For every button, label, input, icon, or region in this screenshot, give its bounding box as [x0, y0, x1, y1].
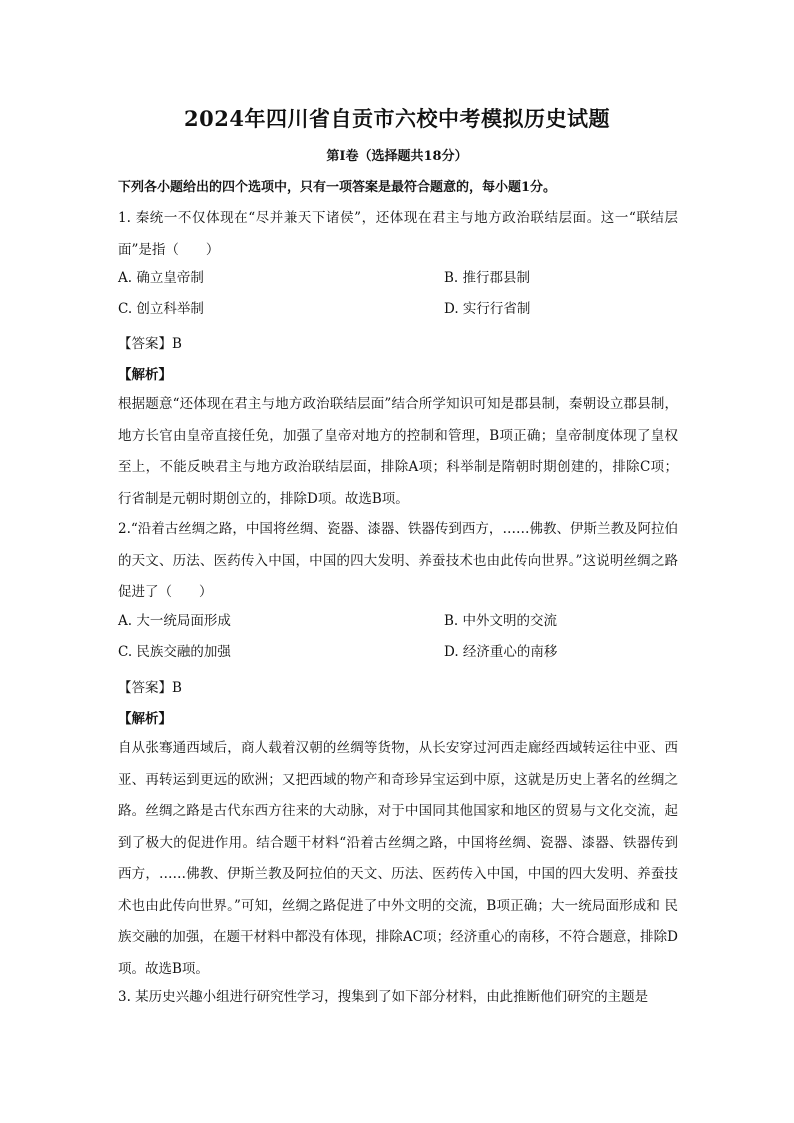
question-3-stem: 3. 某历史兴趣小组进行研究性学习，搜集到了如下部分材料，由此推断他们研究的主题是 — [118, 989, 649, 1005]
question-1-answer: 【答案】B — [118, 336, 182, 352]
question-2-option-d: D. 经济重心的南移 — [444, 644, 558, 660]
question-2-analysis-label: 【解析】 — [118, 711, 172, 727]
question-1-options — [118, 263, 678, 325]
question-1-stem: 1. 秦统一不仅体现在“尽并兼天下诸侯”，还体现在君主与地方政治联结层面。这一“联结层面”是指（ ） — [118, 210, 678, 258]
question-2-option-a: A. 大一统局面形成 — [118, 613, 231, 629]
section-instruction: 下列各小题给出的四个选项中，只有一项答案是最符合题意的，每小题1分。 — [118, 180, 557, 195]
question-1-analysis-label: 【解析】 — [118, 367, 172, 383]
question-1-option-c: C. 创立科举制 — [118, 301, 204, 317]
question-2-stem: 2.“沿着古丝绸之路，中国将丝绸、瓷器、漆器、铁器传到西方，……佛教、伊斯兰教及阿拉伯的天文、历法、医药传入中国，中国的四大发明、养蚕技术也由此传向世界。”这说明丝绸之路促进了（ ） — [118, 521, 678, 600]
section-heading: 第I卷（选择题共18分） — [326, 149, 468, 164]
question-1-option-d: D. 实行行省制 — [444, 301, 531, 317]
question-2-analysis: 自从张骞通西域后，商人载着汉朝的丝绸等货物，从长安穿过河西走廊经西域转运往中亚、西亚、再转运到更远的欧洲；又把西域的物产和奇珍异宝运到中原，这就是历史上著名的丝绸之路。丝绸之路是古代东西方往来的大动脉，对于中国同其他国家和地区的贸易与文化交流，起到了极大的促进作用。结合题干材料“沿着古丝绸之路，中国将丝绸、瓷器、漆器、铁器传到西方，……佛教、伊斯兰教及阿拉伯的天文、历法、医药传入中国，中国的四大发明、养蚕技术也由此传向世界。”可知，丝绸之路促进了中外文明的交流，B项正确；大一统局面形成和 民族交融的加强，在题干材料中都没有体现，排除AC项；经济重心的南移，不符合题意，排除D项。故选B项。 — [118, 740, 678, 977]
exam-title: 2024年四川省自贡市六校中考模拟历史试题 — [184, 106, 610, 131]
question-1-option-b: B. 推行郡县制 — [444, 270, 531, 286]
question-1-option-a: A. 确立皇帝制 — [118, 270, 204, 286]
question-1-analysis: 根据题意“还体现在君主与地方政治联结层面”结合所学知识可知是郡县制，秦朝设立郡县制，地方长官由皇帝直接任免，加强了皇帝对地方的控制和管理，B项正确；皇帝制度体现了皇权至上，不能反映君主与地方政治联结层面，排除A项；科举制是隋朝时期创建的，排除C项；行省制是元朝时期创立的，排除D项。故选B项。 — [118, 396, 678, 507]
question-2-options — [118, 606, 678, 668]
question-2-option-b: B. 中外文明的交流 — [444, 613, 558, 629]
question-2-answer: 【答案】B — [118, 680, 182, 696]
question-2-option-c: C. 民族交融的加强 — [118, 644, 231, 660]
